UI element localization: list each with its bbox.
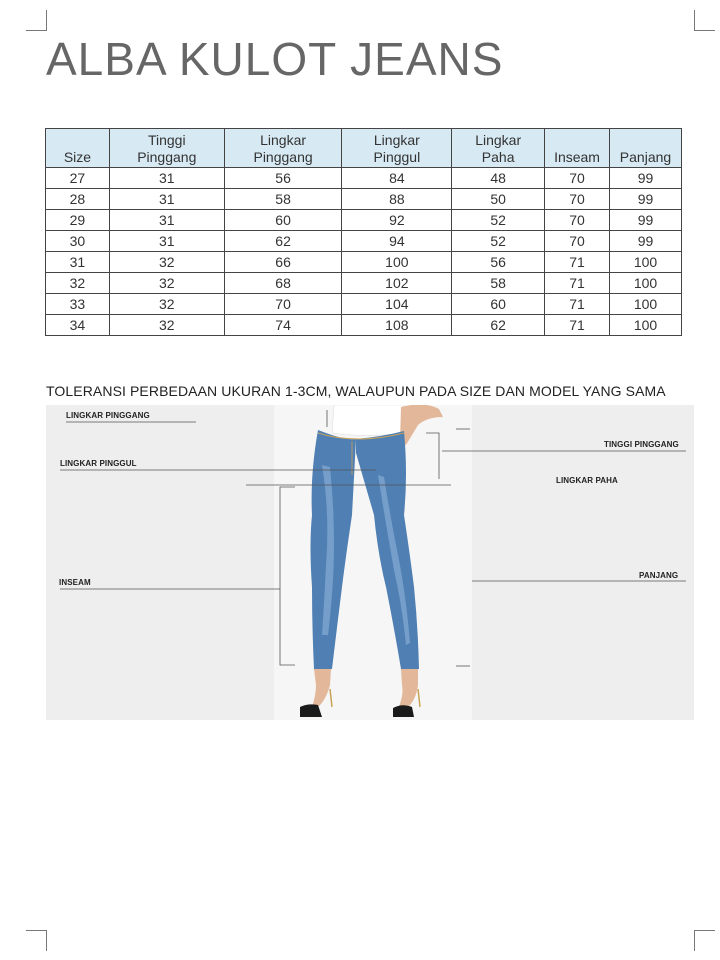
table-row — [46, 231, 682, 252]
column-header-text: Panjang — [619, 149, 672, 165]
table-cell: 58 — [452, 273, 545, 294]
right-heel-shape — [393, 705, 414, 717]
table-cell: 66 — [224, 252, 342, 273]
table-cell: 52 — [452, 210, 545, 231]
label-inseam: INSEAM — [59, 578, 91, 587]
table-cell: 74 — [224, 315, 342, 336]
column-header — [452, 129, 545, 168]
jeans-model-illustration — [46, 405, 694, 720]
table-cell: 29 — [46, 210, 110, 231]
table-row — [46, 189, 682, 210]
table-cell: 56 — [452, 252, 545, 273]
table-cell: 94 — [342, 231, 452, 252]
table-cell: 99 — [610, 210, 682, 231]
table-cell: 100 — [610, 294, 682, 315]
table-cell: 102 — [342, 273, 452, 294]
table-cell: 104 — [342, 294, 452, 315]
table-row — [46, 294, 682, 315]
table-cell: 71 — [545, 294, 610, 315]
measurement-diagram — [46, 405, 694, 720]
table-cell: 62 — [224, 231, 342, 252]
table-cell: 27 — [46, 168, 110, 189]
table-cell: 88 — [342, 189, 452, 210]
column-header-text: Lingkar — [475, 132, 522, 148]
table-cell: 108 — [342, 315, 452, 336]
crop-mark-bottom-left — [26, 930, 47, 951]
label-lingkar-pinggul: LINGKAR PINGGUL — [60, 459, 137, 468]
table-cell: 100 — [342, 252, 452, 273]
table-cell: 30 — [46, 231, 110, 252]
table-cell: 70 — [545, 168, 610, 189]
table-cell: 31 — [46, 252, 110, 273]
table-cell: 84 — [342, 168, 452, 189]
table-cell: 31 — [109, 168, 224, 189]
size-chart-header — [46, 129, 682, 168]
column-header-text: Lingkar — [373, 132, 420, 148]
table-cell: 50 — [452, 189, 545, 210]
table-cell: 32 — [46, 273, 110, 294]
table-row — [46, 168, 682, 189]
label-lingkar-paha: LINGKAR PAHA — [556, 476, 618, 485]
table-cell: 100 — [610, 315, 682, 336]
table-cell: 92 — [342, 210, 452, 231]
column-header — [224, 129, 342, 168]
table-cell: 58 — [224, 189, 342, 210]
column-header-text: Pinggang — [137, 149, 197, 165]
table-cell: 99 — [610, 189, 682, 210]
table-cell: 99 — [610, 231, 682, 252]
label-tinggi-pinggang: TINGGI PINGGANG — [604, 440, 679, 449]
table-cell: 48 — [452, 168, 545, 189]
table-cell: 31 — [109, 210, 224, 231]
size-chart-body — [46, 168, 682, 336]
table-cell: 71 — [545, 273, 610, 294]
table-cell: 28 — [46, 189, 110, 210]
shirt-shape — [332, 405, 404, 436]
table-cell: 31 — [109, 189, 224, 210]
table-cell: 70 — [545, 231, 610, 252]
table-cell: 31 — [109, 231, 224, 252]
label-lingkar-pinggang: LINGKAR PINGGANG — [66, 411, 150, 420]
table-cell: 68 — [224, 273, 342, 294]
table-cell: 100 — [610, 252, 682, 273]
column-header — [46, 129, 110, 168]
column-header-text: Pinggang — [253, 149, 313, 165]
table-row — [46, 273, 682, 294]
table-cell: 62 — [452, 315, 545, 336]
crop-mark-bottom-right — [694, 930, 715, 951]
table-row — [46, 315, 682, 336]
table-cell: 52 — [452, 231, 545, 252]
table-cell: 71 — [545, 315, 610, 336]
table-cell: 70 — [545, 189, 610, 210]
size-chart-table — [45, 128, 682, 336]
table-cell: 34 — [46, 315, 110, 336]
table-cell: 56 — [224, 168, 342, 189]
tolerance-note: TOLERANSI PERBEDAAN UKURAN 1-3CM, WALAUPUN PADA SIZE DAN MODEL YANG SAMA — [46, 383, 666, 399]
table-cell: 100 — [610, 273, 682, 294]
table-cell: 60 — [224, 210, 342, 231]
table-cell: 33 — [46, 294, 110, 315]
header-row — [46, 129, 682, 168]
table-cell: 32 — [109, 273, 224, 294]
label-panjang: PANJANG — [639, 571, 679, 580]
column-header — [545, 129, 610, 168]
column-header — [109, 129, 224, 168]
table-cell: 32 — [109, 294, 224, 315]
column-header-text: Inseam — [554, 149, 600, 165]
crop-mark-top-right — [694, 10, 715, 31]
table-cell: 60 — [452, 294, 545, 315]
table-row — [46, 252, 682, 273]
column-header-text: Pinggul — [373, 149, 421, 165]
crop-mark-top-left — [26, 10, 47, 31]
table-row — [46, 210, 682, 231]
table-cell: 32 — [109, 252, 224, 273]
column-header-text: Tinggi — [147, 132, 186, 148]
table-cell: 70 — [224, 294, 342, 315]
column-header — [610, 129, 682, 168]
column-header-text: Paha — [481, 149, 515, 165]
column-header-text: Lingkar — [260, 132, 307, 148]
column-header-text: Size — [63, 149, 92, 165]
page-title: ALBA KULOT JEANS — [46, 33, 504, 85]
table-cell: 71 — [545, 252, 610, 273]
table-cell: 99 — [610, 168, 682, 189]
table-cell: 32 — [109, 315, 224, 336]
table-cell: 70 — [545, 210, 610, 231]
column-header — [342, 129, 452, 168]
